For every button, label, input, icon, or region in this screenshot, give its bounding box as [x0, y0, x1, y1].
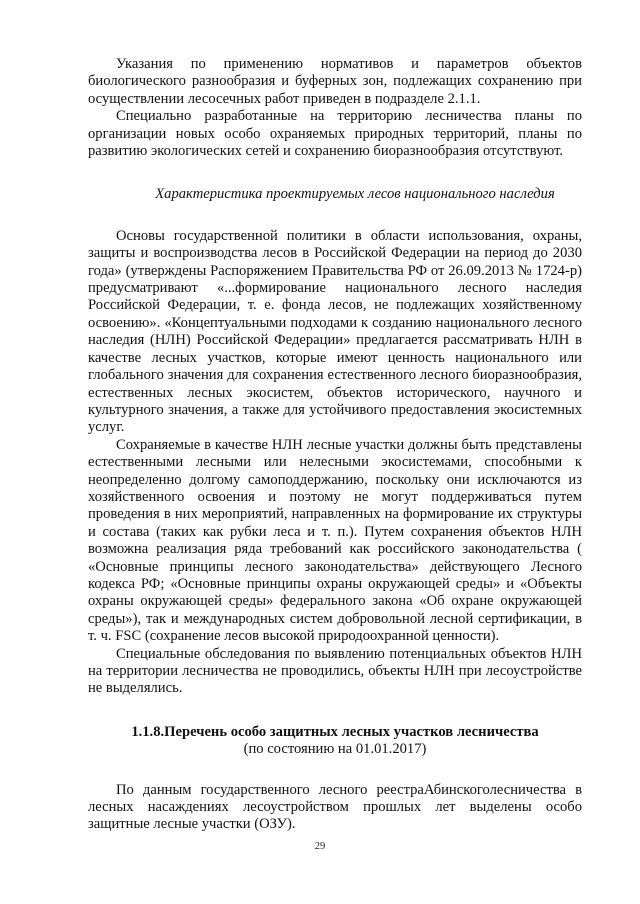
paragraph-surveys: Специальные обследования по выявлению потенциальных объектов НЛН на территории лесничества не проводились, объекты НЛН при лесоустройстве не выделялись.: [88, 645, 582, 697]
subheading-national-heritage: Характеристика проектируемых лесов национального наследия: [155, 186, 555, 203]
section-title: 1.1.8.Перечень особо защитных лесных участков лесничества: [131, 723, 539, 740]
paragraph-register: По данным государственного лесного реестраАбинскоголесничества в лесных насаждениях лесоустройством прошлых лет выделены особо защитные лесные участки (ОЗУ).: [88, 781, 582, 833]
page-number: 29: [314, 841, 326, 852]
document-page: [88, 56, 582, 834]
paragraph-preserved-areas: Сохраняемые в качестве НЛН лесные участки должны быть представлены естественными лесными или нелесными экосистемами, способными к неопределенно долгому самоподдержанию, поскольку они исключаются из хозяйственного освоения и поэтому не могут поддерживаться путем проведения в них мероприятий, направленных на формирование их структуры и состава (таких как рубки леса и т. п.). Путем сохранения объектов НЛН возможна реализация ряда требований как российского законодательства ( «Основные принципы лесного законодательства» действующего Лесного кодекса РФ; «Основные принципы охраны окружающей среды» и «Объекты охраны окружающей среды» федерального закона «Об охране окружающей среды»), так и международных систем добровольной лесной сертификации, в т. ч. FSC (сохранение лесов высокой природоохранной ценности).: [88, 436, 582, 645]
section-subtitle: (по состоянию на 01.01.2017): [243, 741, 427, 758]
paragraph-plans: Специально разработанные на территорию лесничества планы по организации новых особо охраняемых природных территорий, планы по развитию экологических сетей и сохранению биоразнообразия отсутствуют.: [88, 108, 582, 160]
paragraph-state-policy: Основы государственной политики в области использования, охраны, защиты и воспроизводства лесов в Российской Федерации на период до 2030 года» (утверждены Распоряжением Правительства РФ от 26.09.2013 № 1724-р) предусматривают «...формирование национального лесного наследия Российской Федерации, т. е. фонда лесов, не подлежащих хозяйственному освоению». «Концептуальными подходами к созданию национального лесного наследия (НЛН) Российской Федерации» предлагается рассматривать НЛН в качестве лесных участков, которые имеют ценность национального или глобального значения для сохранения естественного лесного биоразнообразия, естественных лесных экосистем, объектов исторического, научного и культурного значения, а также для устойчивого предоставления экосистемных услуг.: [88, 227, 582, 436]
paragraph-norms: Указания по применению нормативов и параметров объектов биологического разнообразия и буферных зон, подлежащих сохранению при осуществлении лесосечных работ приведен в подразделе 2.1.1.: [88, 56, 582, 107]
